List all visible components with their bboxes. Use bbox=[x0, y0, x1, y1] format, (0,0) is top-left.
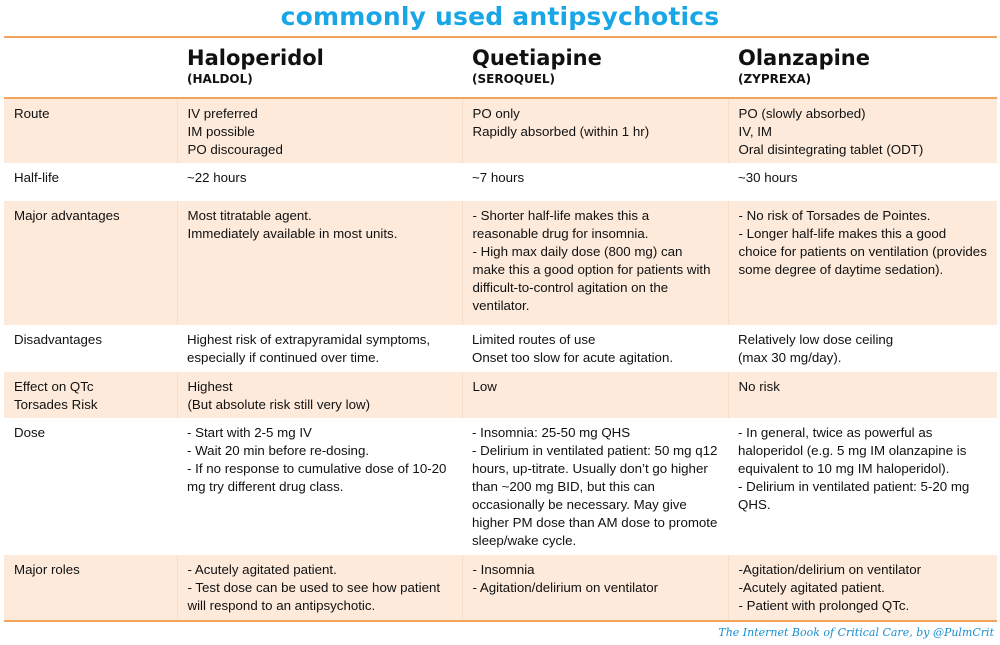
cell-line: - In general, twice as powerful as haloperidol (e.g. 5 mg IM olanzapine is equivalent to 10 mg IM haloperidol). bbox=[738, 425, 967, 476]
cell-line: - Longer half-life makes this a good choice for patients on ventilation (provides some degree of daytime sedation). bbox=[738, 226, 987, 277]
cell-line: Torsades Risk bbox=[14, 397, 98, 412]
cell-line: - Agitation/delirium on ventilator bbox=[472, 580, 659, 595]
cell-line: Effect on QTc bbox=[14, 379, 94, 394]
cell-line: PO discouraged bbox=[187, 142, 283, 157]
row-disadvantages bbox=[4, 325, 997, 372]
cell-haloperidol bbox=[177, 201, 462, 325]
cell-quetiapine bbox=[462, 418, 728, 555]
cell-line: ~7 hours bbox=[472, 170, 525, 185]
row-label bbox=[4, 201, 177, 325]
header-row bbox=[4, 37, 997, 98]
drug-name: Quetiapine bbox=[472, 46, 602, 70]
cell-line: (max 30 mg/day). bbox=[738, 350, 842, 365]
cell-line: Major roles bbox=[14, 562, 80, 577]
cell-haloperidol bbox=[177, 372, 462, 418]
cell-line: Low bbox=[472, 379, 497, 394]
row-major-roles bbox=[4, 555, 997, 621]
row-label bbox=[4, 418, 177, 555]
antipsychotics-table bbox=[4, 36, 997, 622]
header-drug-quetiapine bbox=[462, 37, 728, 98]
cell-line: Half-life bbox=[14, 170, 60, 185]
cell-quetiapine bbox=[462, 372, 728, 418]
cell-line: - Test dose can be used to see how patient will respond to an antipsychotic. bbox=[187, 580, 441, 613]
cell-line: - If no response to cumulative dose of 10-20 mg try different drug class. bbox=[187, 461, 447, 494]
cell-haloperidol bbox=[177, 555, 462, 621]
cell-olanzapine bbox=[728, 555, 997, 621]
cell-quetiapine bbox=[462, 163, 728, 201]
row-effect-on-qtc bbox=[4, 372, 997, 418]
cell-olanzapine bbox=[728, 201, 997, 325]
cell-olanzapine bbox=[728, 418, 997, 555]
cell-line: - Delirium in ventilated patient: 50 mg q12 hours, up-titrate. Usually don’t go higher than ~200 mg BID, but this can occasionally be necessary. May give higher PM dose than AM dose to promote sleep/wake cycle. bbox=[472, 443, 718, 548]
row-route bbox=[4, 98, 997, 163]
drug-brand: (ZYPREXA) bbox=[738, 72, 812, 86]
cell-quetiapine bbox=[462, 98, 728, 163]
credit-text: The Internet Book of Critical Care, by @PulmCrit bbox=[718, 626, 994, 639]
cell-line: - Delirium in ventilated patient: 5-20 mg QHS. bbox=[738, 479, 970, 512]
cell-line: No risk bbox=[738, 379, 780, 394]
cell-line: Major advantages bbox=[14, 208, 120, 223]
cell-line: -Acutely agitated patient. bbox=[738, 580, 885, 595]
cell-line: Relatively low dose ceiling bbox=[738, 332, 894, 347]
cell-olanzapine bbox=[728, 98, 997, 163]
cell-line: IM possible bbox=[187, 124, 255, 139]
header-drug-olanzapine bbox=[728, 37, 997, 98]
cell-line: - Insomnia: 25-50 mg QHS bbox=[472, 425, 631, 440]
drug-brand: (SEROQUEL) bbox=[472, 72, 556, 86]
cell-line: Disadvantages bbox=[14, 332, 102, 347]
row-label bbox=[4, 555, 177, 621]
cell-quetiapine bbox=[462, 325, 728, 372]
cell-line: Oral disintegrating tablet (ODT) bbox=[738, 142, 924, 157]
cell-line: IV preferred bbox=[187, 106, 258, 121]
cell-haloperidol bbox=[177, 325, 462, 372]
header-empty-cell bbox=[4, 37, 177, 98]
cell-line: Limited routes of use bbox=[472, 332, 596, 347]
cell-line: - High max daily dose (800 mg) can make this a good option for patients with difficult-to-control agitation on the ventilator. bbox=[472, 244, 711, 313]
cell-line: Onset too slow for acute agitation. bbox=[472, 350, 674, 365]
cell-olanzapine bbox=[728, 372, 997, 418]
row-dose bbox=[4, 418, 997, 555]
cell-line: ~30 hours bbox=[738, 170, 798, 185]
cell-line: - Start with 2-5 mg IV bbox=[187, 425, 312, 440]
drug-name: Olanzapine bbox=[738, 46, 870, 70]
cell-line: -Agitation/delirium on ventilator bbox=[738, 562, 922, 577]
cell-line: - No risk of Torsades de Pointes. bbox=[738, 208, 931, 223]
cell-line: PO (slowly absorbed) bbox=[738, 106, 866, 121]
cell-line: - Insomnia bbox=[472, 562, 535, 577]
cell-quetiapine bbox=[462, 555, 728, 621]
cell-line: Dose bbox=[14, 425, 46, 440]
cell-line: Route bbox=[14, 106, 50, 121]
page-title: commonly used antipsychotics bbox=[280, 2, 720, 31]
row-label bbox=[4, 372, 177, 418]
drug-brand: (HALDOL) bbox=[187, 72, 253, 86]
header-drug-haloperidol bbox=[177, 37, 462, 98]
cell-line: - Wait 20 min before re-dosing. bbox=[187, 443, 370, 458]
cell-line: Most titratable agent. bbox=[187, 208, 312, 223]
cell-line: Rapidly absorbed (within 1 hr) bbox=[472, 124, 650, 139]
row-major-advantages bbox=[4, 201, 997, 325]
cell-haloperidol bbox=[177, 418, 462, 555]
cell-line: - Shorter half-life makes this a reasonable drug for insomnia. bbox=[472, 208, 650, 241]
cell-line: PO only bbox=[472, 106, 520, 121]
cell-haloperidol bbox=[177, 163, 462, 201]
cell-line: Highest risk of extrapyramidal symptoms, especially if continued over time. bbox=[187, 332, 431, 365]
cell-line: (But absolute risk still very low) bbox=[187, 397, 371, 412]
cell-line: IV, IM bbox=[738, 124, 773, 139]
cell-line: Highest bbox=[187, 379, 233, 394]
cell-line: - Patient with prolonged QTc. bbox=[738, 598, 910, 613]
cell-quetiapine bbox=[462, 201, 728, 325]
row-label bbox=[4, 98, 177, 163]
row-label bbox=[4, 325, 177, 372]
cell-haloperidol bbox=[177, 98, 462, 163]
row-half-life bbox=[4, 163, 997, 201]
cell-line: - Acutely agitated patient. bbox=[187, 562, 337, 577]
cell-olanzapine bbox=[728, 325, 997, 372]
cell-line: Immediately available in most units. bbox=[187, 226, 398, 241]
drug-name: Haloperidol bbox=[187, 46, 324, 70]
cell-olanzapine bbox=[728, 163, 997, 201]
cell-line: ~22 hours bbox=[187, 170, 247, 185]
row-label bbox=[4, 163, 177, 201]
